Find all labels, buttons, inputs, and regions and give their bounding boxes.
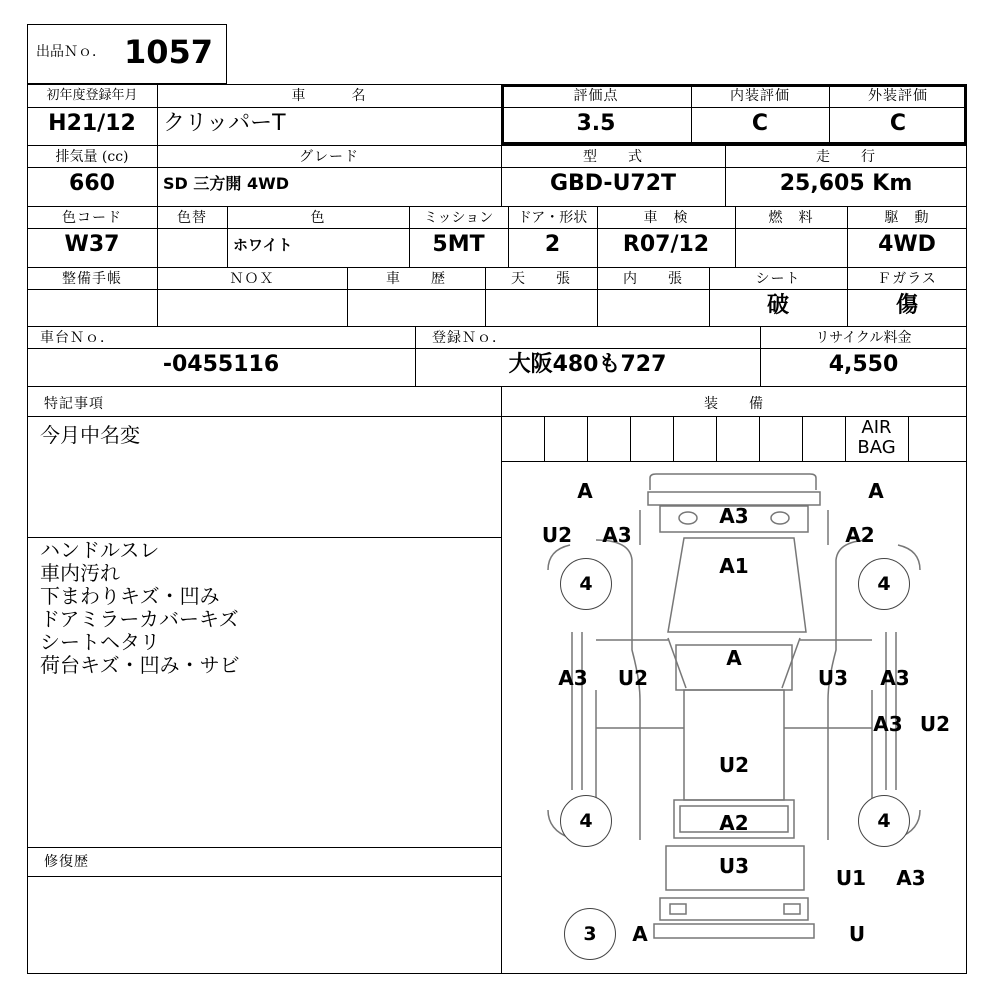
damage-mark: A bbox=[577, 479, 593, 503]
interior-value: C bbox=[751, 111, 769, 136]
fuel-label: 燃 料 bbox=[768, 210, 814, 226]
model-value: GBD-U72T bbox=[549, 171, 677, 196]
score-label: 評価点 bbox=[573, 88, 619, 104]
displacement-value: 660 bbox=[69, 171, 115, 196]
lot-box bbox=[27, 24, 227, 84]
repair-label: 修復歴 bbox=[44, 854, 89, 870]
damage-mark: A bbox=[726, 646, 742, 670]
damage-mark: A3 bbox=[896, 866, 926, 890]
damage-mark: A bbox=[632, 922, 648, 946]
damage-mark: U2 bbox=[617, 666, 649, 690]
grade-value: SD 三方開 4WD bbox=[163, 174, 290, 193]
reg-no-value: 大阪480も727 bbox=[508, 352, 667, 377]
damage-mark: U3 bbox=[718, 854, 750, 878]
grade-label: グレード bbox=[299, 149, 359, 165]
damage-mark: U3 bbox=[817, 666, 849, 690]
mileage-label: 走 行 bbox=[816, 149, 876, 165]
damage-mark: A3 bbox=[880, 666, 910, 690]
wheel-rear-left: 4 bbox=[560, 795, 612, 847]
damage-mark: A3 bbox=[602, 523, 632, 547]
color-value: ホワイト bbox=[233, 236, 293, 254]
wheel-front-right: 4 bbox=[858, 558, 910, 610]
chassis-no-label: 車台Ｎｏ． bbox=[40, 330, 115, 346]
damage-mark: A3 bbox=[719, 504, 749, 528]
reg-no-label: 登録Ｎｏ． bbox=[432, 330, 507, 346]
model-label: 型 式 bbox=[583, 149, 643, 165]
remarks-top: 今月中名変 bbox=[40, 423, 140, 447]
car-name-label: 車 名 bbox=[291, 88, 367, 104]
seat-value: 破 bbox=[766, 293, 789, 318]
recycle-fee-value: 4,550 bbox=[828, 352, 899, 377]
displacement-label: 排気量 (cc) bbox=[55, 149, 129, 165]
remark-line: シートヘタリ bbox=[40, 630, 160, 654]
damage-mark: U2 bbox=[919, 712, 951, 736]
first-reg-value: H21/12 bbox=[48, 111, 136, 136]
equipment-label: 装 備 bbox=[704, 396, 764, 412]
wheel-front-left: 4 bbox=[560, 558, 612, 610]
headliner-label: 天 張 bbox=[511, 271, 571, 287]
damage-mark: U2 bbox=[541, 523, 573, 547]
remark-line: ハンドルスレ bbox=[40, 538, 160, 562]
lot-label: 出品Ｎｏ． bbox=[36, 44, 106, 60]
damage-mark: U1 bbox=[835, 866, 867, 890]
damage-mark: A1 bbox=[719, 554, 749, 578]
color-change-label: 色替 bbox=[177, 210, 207, 226]
color-code-label: 色コード bbox=[62, 210, 122, 226]
inspection-value: R07/12 bbox=[622, 232, 710, 257]
drive-value: 4WD bbox=[878, 232, 936, 257]
first-reg-label: 初年度登録年月 bbox=[46, 88, 138, 103]
transmission-label: ミッション bbox=[423, 210, 494, 226]
inspection-label: 車 検 bbox=[643, 210, 689, 226]
seat-label: シート bbox=[755, 271, 801, 287]
interior-label: 内装評価 bbox=[730, 88, 790, 104]
f-glass-value: 傷 bbox=[895, 293, 918, 318]
damage-mark: A bbox=[868, 479, 884, 503]
service-book-label: 整備手帳 bbox=[62, 271, 122, 287]
score-value: 3.5 bbox=[576, 111, 616, 136]
interior-trim-label: 内 張 bbox=[623, 271, 683, 287]
drive-label: 駆 動 bbox=[884, 210, 930, 226]
airbag-line-2: BAG bbox=[857, 437, 896, 458]
damage-mark: A2 bbox=[845, 523, 875, 547]
remark-line: 荷台キズ・凹み・サビ bbox=[40, 653, 240, 677]
damage-mark: U2 bbox=[718, 753, 750, 777]
transmission-value: 5MT bbox=[432, 232, 485, 257]
door-shape-label: ドア・形状 bbox=[517, 210, 588, 226]
mileage-value: 25,605 Km bbox=[779, 171, 913, 196]
color-label: 色 bbox=[310, 210, 326, 226]
nox-label: ＮＯＸ bbox=[229, 271, 275, 287]
damage-mark: A3 bbox=[558, 666, 588, 690]
history-label: 車 歴 bbox=[386, 271, 446, 287]
damage-mark: U bbox=[848, 922, 866, 946]
wheel-rear-right: 4 bbox=[858, 795, 910, 847]
spare-tire: 3 bbox=[564, 908, 616, 960]
recycle-fee-label: リサイクル料金 bbox=[815, 330, 912, 346]
remark-line: ドアミラーカバーキズ bbox=[40, 607, 239, 631]
damage-mark: A2 bbox=[719, 811, 749, 835]
exterior-value: C bbox=[889, 111, 907, 136]
remark-line: 下まわりキズ・凹み bbox=[40, 584, 220, 608]
color-code-value: W37 bbox=[64, 232, 120, 257]
f-glass-label: Ｆガラス bbox=[877, 271, 937, 287]
chassis-no-value: -0455116 bbox=[162, 352, 280, 377]
remark-line: 車内汚れ bbox=[40, 561, 120, 585]
car-name-value: クリッパーT bbox=[163, 111, 286, 136]
remarks-label: 特記事項 bbox=[44, 396, 104, 412]
damage-mark: A3 bbox=[873, 712, 903, 736]
airbag-line-1: AIR bbox=[861, 417, 892, 438]
exterior-label: 外装評価 bbox=[868, 88, 928, 104]
airbag-label bbox=[845, 418, 908, 458]
door-shape-value: 2 bbox=[544, 232, 561, 257]
remarks-list bbox=[40, 539, 240, 677]
lot-number: 1057 bbox=[124, 33, 214, 71]
